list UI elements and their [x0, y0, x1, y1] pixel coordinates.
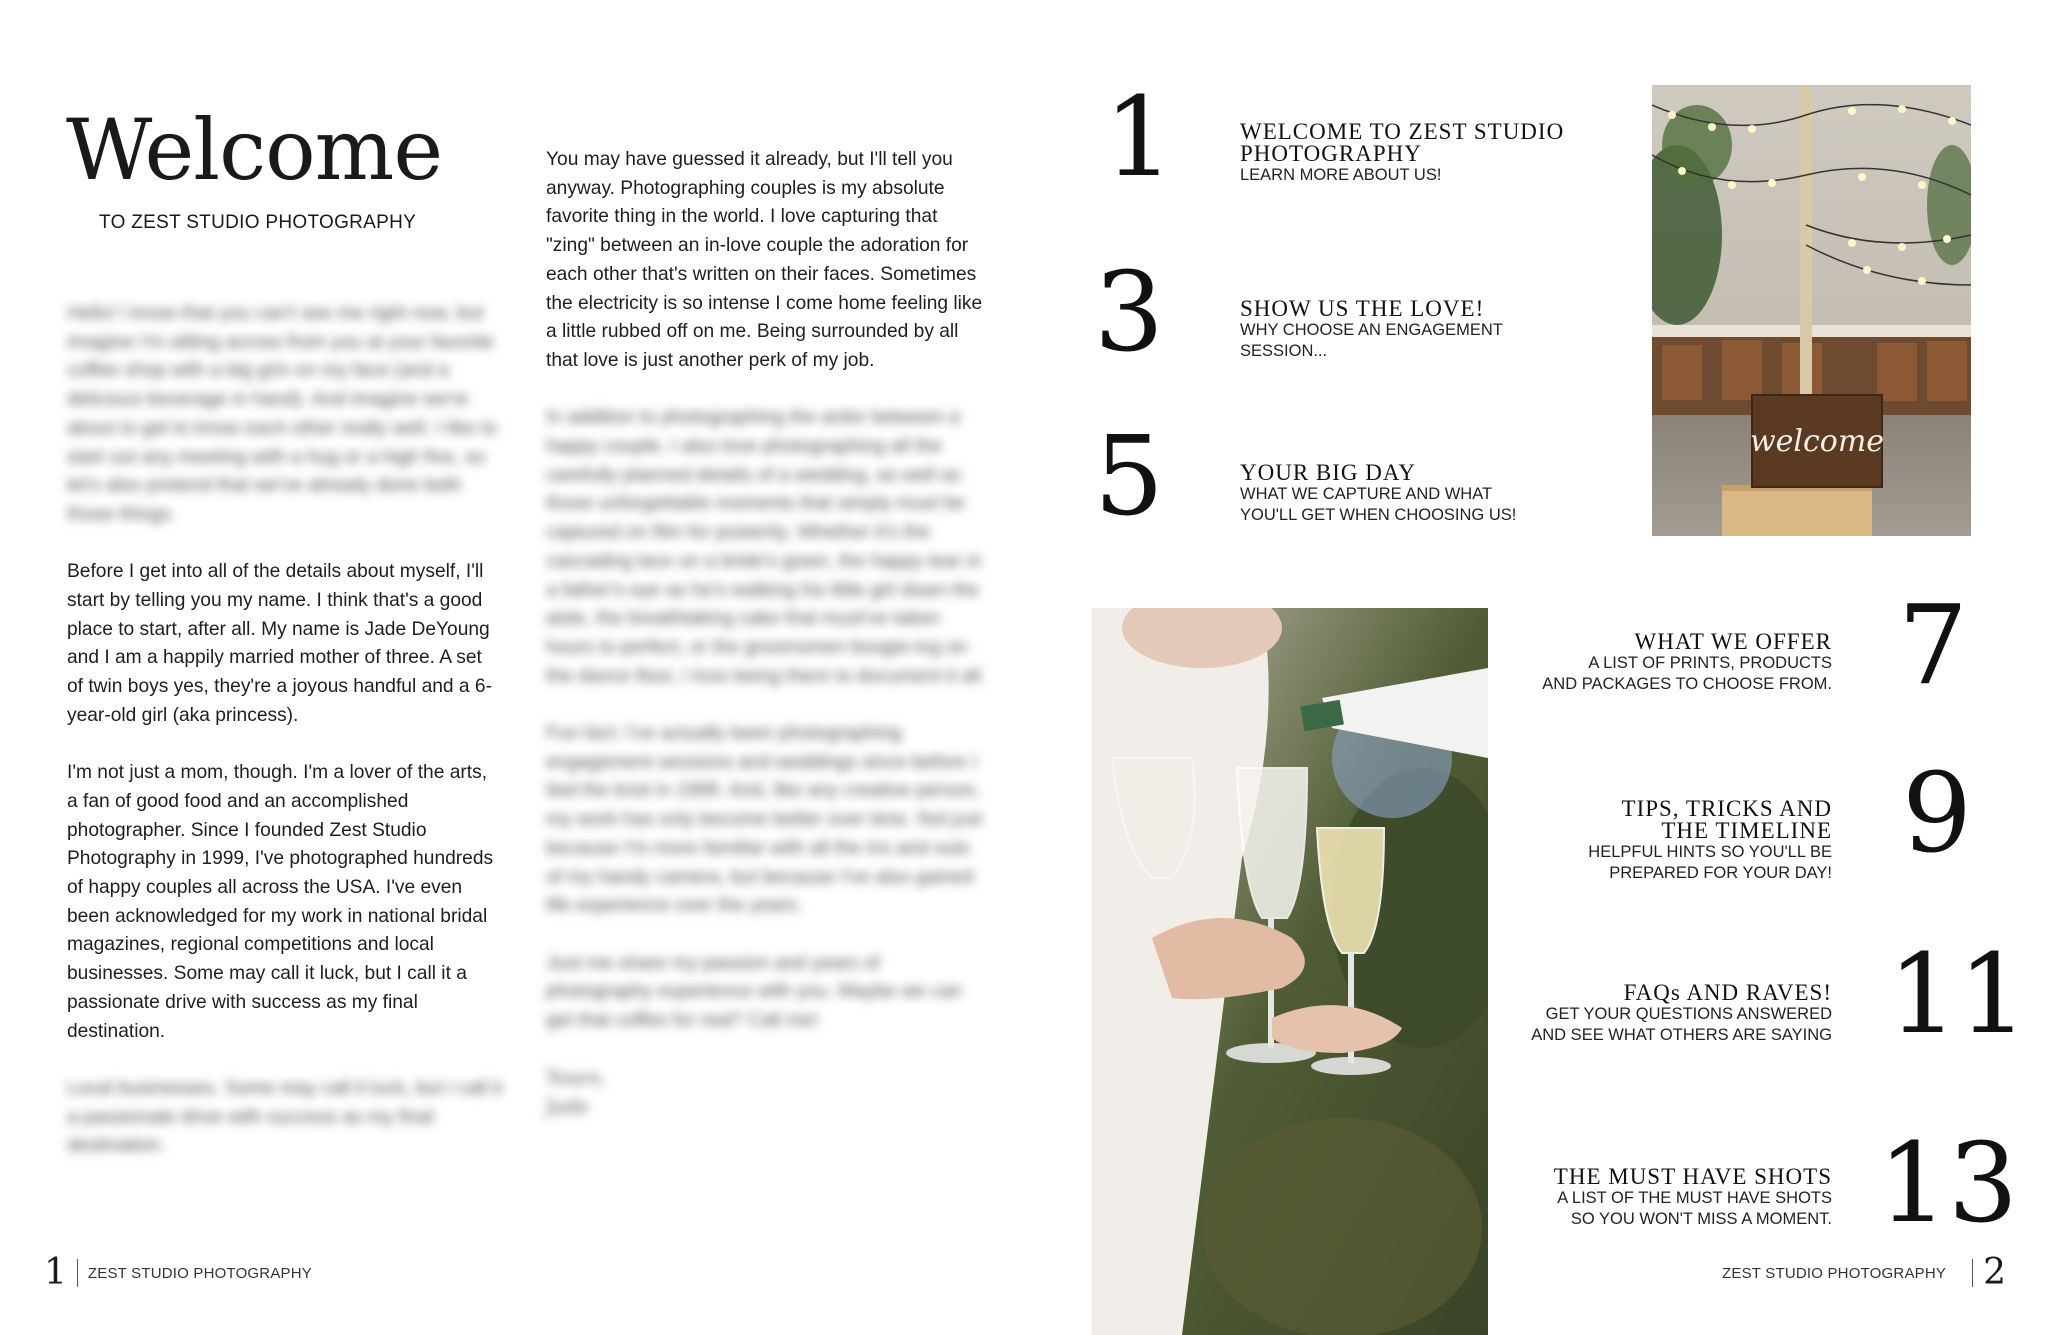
toc-number: 7 — [1898, 581, 1968, 709]
blurred-paragraph: Hello! I know that you can't see me right now, but imagine I'm sitting across from you at your favorite coffee shop with a big grin on my face (and a delicious beverage in hand). And imagine we're about to get to know each other really well. I like to start out any meeting with a hug or a high five, so let's also pretend that we've already done both those things. — [67, 303, 497, 525]
footer-right — [1722, 1252, 2006, 1293]
toc-entry-title: FAQs AND RAVES! — [1623, 980, 1832, 1005]
welcome-sign-photo — [1652, 85, 1971, 536]
text-column-2 — [546, 146, 986, 1122]
toc-entry-title: TIPS, TRICKS AND — [1621, 796, 1832, 821]
toc-entry-title: THE TIMELINE — [1661, 818, 1832, 843]
toc-entry-description: AND SEE WHAT OTHERS ARE SAYING — [1531, 1026, 1832, 1044]
toc-entry-description: LEARN MORE ABOUT US! — [1240, 166, 1442, 184]
toc-entry-description: PREPARED FOR YOUR DAY! — [1609, 864, 1832, 882]
toc-entry-description: AND PACKAGES TO CHOOSE FROM. — [1542, 675, 1832, 693]
toc-entry-description: HELPFUL HINTS SO YOU'LL BE — [1588, 843, 1832, 861]
couples-paragraph: You may have guessed it already, but I'll tell you anyway. Photographing couples is my absolute favorite thing in the world. I love capturing that "zing" between an in-love couple the adoration for each other that's written on their faces. Sometimes the electricity is so intense I come home feeling like a little rubbed off on me. Being surrounded by all that love is just another perk of my job. — [546, 149, 983, 371]
toc-entry-offer[interactable] — [1500, 631, 1832, 695]
toc-entry-description: WHAT WE CAPTURE AND WHAT — [1240, 485, 1493, 503]
intro-paragraph: Before I get into all of the details about myself, I'll start by telling you my name. I think that's a good place to start, after all. My name is Jade DeYoung and I am a happily married mother of three. A set of twin boys yes, they're a joyous handful and a 6-year-old girl (aka princess). — [67, 561, 492, 726]
footer-divider — [1972, 1259, 1973, 1287]
toc-entry-title: PHOTOGRAPHY — [1240, 141, 1422, 166]
toc-number: 5 — [1094, 412, 1164, 540]
toc-entry-title: SHOW US THE LOVE! — [1240, 296, 1485, 321]
toc-entry-title: THE MUST HAVE SHOTS — [1553, 1164, 1832, 1189]
page-number: 1 — [44, 1252, 67, 1293]
footer-divider — [77, 1259, 78, 1287]
blurred-paragraph: Just me share my passion and years of photography experience with you. Maybe we can get that coffee for real? Call me! — [546, 952, 962, 1032]
blurred-paragraph: Fun fact: I've actually been photographing engagement sessions and weddings since before I tied the knot in 1999. And, like any creative person, my work has only become better over time. Not just because I'm more familiar with all the ins and outs of my handy camera, but because I've also gained life experience over the years. — [546, 723, 983, 917]
toc-entry-description: GET YOUR QUESTIONS ANSWERED — [1545, 1005, 1832, 1023]
footer-label: ZEST STUDIO PHOTOGRAPHY — [87, 1264, 312, 1282]
toc-entry-description: A LIST OF THE MUST HAVE SHOTS — [1557, 1189, 1832, 1207]
signoff-line: Yours, — [546, 1066, 607, 1090]
page-title: Welcome — [66, 101, 443, 199]
toc-entry-faqs[interactable] — [1500, 982, 1832, 1046]
toc-entry-title: WHAT WE OFFER — [1634, 629, 1832, 654]
text-column-1 — [67, 300, 503, 1190]
toc-entry-description: SESSION... — [1240, 342, 1328, 360]
page-number: 2 — [1983, 1252, 2006, 1293]
toc-entry-title: YOUR BIG DAY — [1240, 460, 1416, 485]
footer-label: ZEST STUDIO PHOTOGRAPHY — [1722, 1264, 1947, 1282]
toc-entry-shots[interactable] — [1500, 1166, 1832, 1230]
toc-number: 1 — [1104, 73, 1174, 201]
welcome-sign-text: welcome — [1749, 424, 1885, 459]
toc-number: 9 — [1902, 749, 1972, 877]
signoff — [546, 1064, 986, 1121]
toc-number: 13 — [1878, 1119, 2018, 1247]
toc-entry-description: SO YOU WON'T MISS A MOMENT. — [1570, 1210, 1832, 1228]
toc-number: 11 — [1888, 930, 2028, 1058]
about-paragraph: I'm not just a mom, though. I'm a lover of the arts, a fan of good food and an accomplished photographer. Since I founded Zest Studio Photography in 1999, I've photographed hundreds of happy couples all across the USA. I've even been acknowledged for my work in national bridal magazines, regional competitions and local businesses. Some may call it luck, but I call it a passionate drive with success as my final destination. — [67, 762, 494, 1042]
toc-number: 3 — [1094, 248, 1164, 376]
toc-entry-love[interactable] — [1240, 298, 1620, 362]
footer-left — [44, 1252, 312, 1293]
toc-entry-title: WELCOME TO ZEST STUDIO — [1240, 119, 1565, 144]
champagne-photo — [1092, 608, 1488, 1335]
page-subtitle: TO ZEST STUDIO PHOTOGRAPHY — [99, 212, 417, 233]
toc-entry-big-day[interactable] — [1240, 462, 1620, 526]
toc-entry-description: WHY CHOOSE AN ENGAGEMENT — [1240, 321, 1503, 339]
blurred-paragraph: Local businesses. Some may call it luck, but I call it a passionate drive with success as my final destination. — [67, 1077, 503, 1157]
toc-entry-tips[interactable] — [1500, 798, 1832, 884]
toc-entry-welcome[interactable] — [1240, 121, 1620, 186]
signature: Jade — [546, 1095, 589, 1119]
toc-entry-description: A LIST OF PRINTS, PRODUCTS — [1588, 654, 1832, 672]
blurred-paragraph: In addition to photographing the ardor between a happy couple, I also love photographing all the carefully planned details of a wedding, as well as those unforgettable moments that simply must be captured on film for posterity. Whether it's the cascading lace on a bride's gown, the happy tear in a father's eye as he's walking his little girl down the aisle, the breathtaking cake that must've taken hours to perfect, or the groomsmen boogie-ing on the dance floor, I love being there to document it all. — [546, 407, 986, 687]
toc-entry-description: YOU'LL GET WHEN CHOOSING US! — [1240, 506, 1517, 524]
